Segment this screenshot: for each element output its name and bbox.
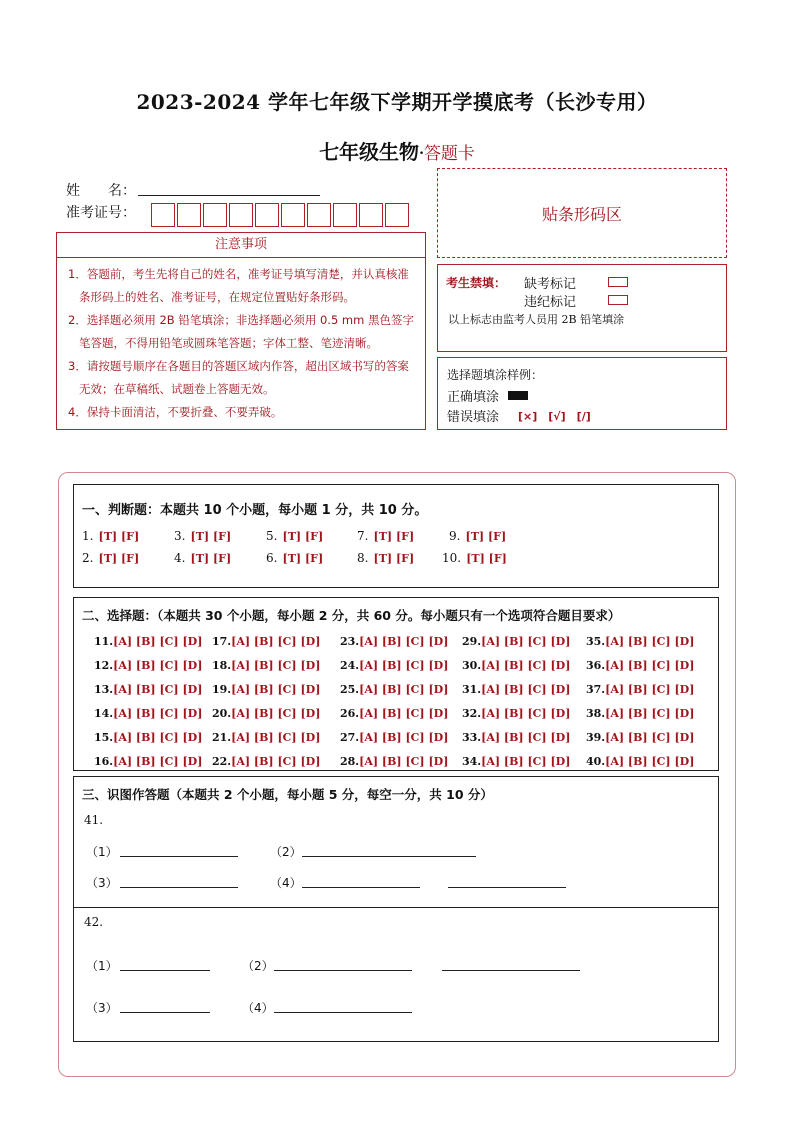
mc-number: 33. <box>462 731 482 744</box>
mc-number: 18. <box>212 659 232 672</box>
mc-number: 27. <box>340 731 360 744</box>
mc-options[interactable]: [A] [B] [C] [D] <box>231 635 321 648</box>
tf-item[interactable] <box>357 547 414 566</box>
mc-item[interactable] <box>212 750 320 769</box>
mc-number: 30. <box>462 659 482 672</box>
mc-options[interactable]: [A] [B] [C] [D] <box>231 659 321 672</box>
mc-item[interactable] <box>340 630 448 649</box>
tf-item[interactable] <box>449 525 506 544</box>
tf-options[interactable]: [T] [F] <box>465 530 507 543</box>
mc-number: 12. <box>94 659 114 672</box>
q41-part1-blank[interactable] <box>120 842 238 857</box>
mc-item[interactable] <box>340 654 448 673</box>
mc-item[interactable] <box>212 630 320 649</box>
tf-number: 8. <box>357 551 369 565</box>
mc-options[interactable]: [A] [B] [C] [D] <box>481 635 571 648</box>
mc-item[interactable] <box>462 702 570 721</box>
mc-item[interactable] <box>212 654 320 673</box>
exam-id-digit-box[interactable] <box>151 203 175 227</box>
title-dot: · <box>419 145 424 162</box>
exam-id-label: 准考证号： <box>66 205 136 221</box>
q42-part2-label: （2） <box>242 959 274 973</box>
tf-options[interactable]: [T] [F] <box>282 530 324 543</box>
mc-options[interactable]: [A] [B] [C] [D] <box>481 707 571 720</box>
mc-number: 40. <box>586 755 606 768</box>
mc-options[interactable]: [A] [B] [C] [D] <box>113 707 203 720</box>
mc-options[interactable]: [A] [B] [C] [D] <box>359 659 449 672</box>
mc-number: 15. <box>94 731 114 744</box>
mc-options[interactable]: [A] [B] [C] [D] <box>605 755 695 768</box>
multiple-choice-section <box>73 597 719 771</box>
mc-number: 26. <box>340 707 360 720</box>
q41-part2-label: （2） <box>270 845 302 859</box>
mc-number: 24. <box>340 659 360 672</box>
mc-item[interactable] <box>586 726 694 745</box>
mc-item[interactable] <box>586 630 694 649</box>
card-label: 答题卡 <box>423 144 475 164</box>
name-label: 姓 名： <box>66 183 136 199</box>
mc-options[interactable]: [A] [B] [C] [D] <box>359 635 449 648</box>
q42-part3-label: （3） <box>86 1001 118 1015</box>
q42-part4-label: （4） <box>242 1001 274 1015</box>
mc-options[interactable]: [A] [B] [C] [D] <box>481 659 571 672</box>
mc-number: 29. <box>462 635 482 648</box>
mc-item[interactable] <box>462 654 570 673</box>
notice-item: 2．选择题必须用 2B 铅笔填涂；非选择题必须用 0.5 mm 黑色签字笔答题，不得用铅笔或圆珠笔答题；字体工整、笔迹清晰。 <box>68 313 414 350</box>
mc-options[interactable]: [A] [B] [C] [D] <box>231 683 321 696</box>
q42-part2-blank-2[interactable] <box>442 956 580 971</box>
mc-number: 34. <box>462 755 482 768</box>
mc-number: 36. <box>586 659 606 672</box>
fill-sample-title: 选择题填涂样例： <box>447 368 544 382</box>
mc-item[interactable] <box>586 678 694 697</box>
exam-id-digit-box[interactable] <box>359 203 383 227</box>
examiner-note: 以上标志由监考人员用 2B 铅笔填涂 <box>448 313 625 326</box>
mc-item[interactable] <box>94 726 202 745</box>
page-title: 2023-2024 学年七年级下学期开学摸底考（长沙专用） <box>136 90 658 114</box>
mc-item[interactable] <box>340 750 448 769</box>
subject-name: 七年级生物 <box>319 140 420 164</box>
fill-sample-box <box>437 357 727 430</box>
mc-number: 11. <box>94 635 114 648</box>
mc-item[interactable] <box>94 750 202 769</box>
mc-number: 31. <box>462 683 482 696</box>
true-false-section <box>73 484 719 588</box>
tf-options[interactable]: [T] [F] <box>282 552 324 565</box>
mc-number: 21. <box>212 731 232 744</box>
q41-part3-blank[interactable] <box>120 873 238 888</box>
mc-item[interactable] <box>94 702 202 721</box>
mc-item[interactable] <box>462 750 570 769</box>
tf-options[interactable]: [T] [F] <box>373 530 415 543</box>
q41-part1-label: （1） <box>86 845 118 859</box>
mc-options[interactable]: [A] [B] [C] [D] <box>359 707 449 720</box>
mc-item[interactable] <box>94 678 202 697</box>
mc-number: 17. <box>212 635 232 648</box>
exam-id-digit-box[interactable] <box>177 203 201 227</box>
tf-item[interactable] <box>174 547 231 566</box>
q41-part4-blank[interactable] <box>302 873 420 888</box>
q41-part4-blank-2[interactable] <box>448 873 566 888</box>
tf-number: 5. <box>266 529 278 543</box>
mc-number: 13. <box>94 683 114 696</box>
mc-options[interactable]: [A] [B] [C] [D] <box>605 635 695 648</box>
mc-options[interactable]: [A] [B] [C] [D] <box>231 755 321 768</box>
tf-number: 4. <box>174 551 186 565</box>
correct-fill-label: 正确填涂 <box>447 390 500 405</box>
mc-item[interactable] <box>462 630 570 649</box>
mc-number: 25. <box>340 683 360 696</box>
notice-item: 3．请按题号顺序在各题目的答题区域内作答，超出区域书写的答案无效；在草稿纸、试题卷上答题无效。 <box>68 359 409 396</box>
tf-item[interactable] <box>174 525 231 544</box>
tf-number: 3. <box>174 529 186 543</box>
q41-part2-blank[interactable] <box>302 842 476 857</box>
tf-item[interactable] <box>82 525 139 544</box>
multiple-choice-title: 二、选择题：（本题共 30 个小题，每小题 2 分，共 60 分。每小题只有一个选项符合题目要求） <box>82 608 621 623</box>
absent-mark-label: 缺考标记 <box>524 277 577 292</box>
notice-heading: 注意事项 <box>57 233 425 258</box>
q42-part1-label: （1） <box>86 959 118 973</box>
mc-options[interactable]: [A] [B] [C] [D] <box>231 707 321 720</box>
violation-mark-box[interactable] <box>608 295 628 305</box>
mc-number: 23. <box>340 635 360 648</box>
barcode-area: 贴条形码区 <box>437 168 727 258</box>
mc-number: 28. <box>340 755 360 768</box>
tf-options[interactable]: [T] [F] <box>98 552 140 565</box>
mc-item[interactable] <box>212 726 320 745</box>
mc-options[interactable]: [A] [B] [C] [D] <box>113 659 203 672</box>
mc-options[interactable]: [A] [B] [C] [D] <box>359 755 449 768</box>
tf-number: 1. <box>82 529 94 543</box>
q42-part2-blank[interactable] <box>274 956 412 971</box>
exam-id-digit-box[interactable] <box>255 203 279 227</box>
exam-id-digit-box[interactable] <box>385 203 409 227</box>
mc-number: 38. <box>586 707 606 720</box>
mc-item[interactable] <box>586 654 694 673</box>
mc-options[interactable]: [A] [B] [C] [D] <box>113 755 203 768</box>
mc-item[interactable] <box>340 702 448 721</box>
mc-options[interactable]: [A] [B] [C] [D] <box>113 635 203 648</box>
tf-number: 7. <box>357 529 369 543</box>
mc-number: 37. <box>586 683 606 696</box>
tf-number: 2. <box>82 551 94 565</box>
q41-part4-label: （4） <box>270 876 302 890</box>
q42-part1-blank[interactable] <box>120 956 210 971</box>
q41-number: 41. <box>84 813 104 827</box>
exam-id-digit-box[interactable] <box>203 203 227 227</box>
exam-id-digit-box[interactable] <box>333 203 357 227</box>
mc-options[interactable]: [A] [B] [C] [D] <box>605 707 695 720</box>
violation-mark-label: 违纪标记 <box>524 295 577 310</box>
tf-options[interactable]: [T] [F] <box>98 530 140 543</box>
true-false-title: 一、判断题：本题共 10 个小题，每小题 1 分，共 10 分。 <box>82 503 428 518</box>
tf-item[interactable] <box>266 547 323 566</box>
tf-options[interactable]: [T] [F] <box>373 552 415 565</box>
mc-options[interactable]: [A] [B] [C] [D] <box>113 731 203 744</box>
absent-mark-box[interactable] <box>608 277 628 287</box>
mc-item[interactable] <box>586 702 694 721</box>
tf-item[interactable] <box>442 547 507 566</box>
mc-item[interactable] <box>462 678 570 697</box>
mc-item[interactable] <box>94 630 202 649</box>
mc-number: 35. <box>586 635 606 648</box>
mc-number: 20. <box>212 707 232 720</box>
notice-item: 1．答题前，考生先将自己的姓名，准考证号填写清楚，并认真核准条形码上的姓名、准考证号，在规定位置贴好条形码。 <box>68 267 409 304</box>
q42-part3-blank[interactable] <box>120 998 210 1013</box>
mc-item[interactable] <box>212 678 320 697</box>
notice-box <box>56 232 426 430</box>
examiner-only-label: 考生禁填： <box>446 276 507 290</box>
mc-options[interactable]: [A] [B] [C] [D] <box>359 731 449 744</box>
exam-id-digit-box[interactable] <box>281 203 305 227</box>
mc-options[interactable]: [A] [B] [C] [D] <box>481 755 571 768</box>
mc-options[interactable]: [A] [B] [C] [D] <box>113 683 203 696</box>
tf-item[interactable] <box>266 525 323 544</box>
diagram-answer-section <box>73 776 719 1042</box>
wrong-fill-marks: [×] [√] [/] <box>518 410 591 423</box>
exam-id-digit-box[interactable] <box>229 203 253 227</box>
wrong-fill-label: 错误填涂 <box>447 410 500 425</box>
diagram-answer-title: 三、识图作答题（本题共 2 个小题，每小题 5 分，每空一分，共 10 分） <box>82 787 493 802</box>
q42-number: 42. <box>84 915 104 929</box>
mc-options[interactable]: [A] [B] [C] [D] <box>231 731 321 744</box>
exam-id-boxes[interactable] <box>151 203 411 227</box>
mc-options[interactable]: [A] [B] [C] [D] <box>481 683 571 696</box>
mc-options[interactable]: [A] [B] [C] [D] <box>605 659 695 672</box>
mc-item[interactable] <box>212 702 320 721</box>
mc-options[interactable]: [A] [B] [C] [D] <box>481 731 571 744</box>
mc-number: 22. <box>212 755 232 768</box>
mc-number: 14. <box>94 707 114 720</box>
tf-number: 10. <box>442 551 462 565</box>
mc-options[interactable]: [A] [B] [C] [D] <box>605 683 695 696</box>
examiner-only-box <box>437 264 727 352</box>
mc-item[interactable] <box>586 750 694 769</box>
mc-number: 32. <box>462 707 482 720</box>
exam-id-digit-box[interactable] <box>307 203 331 227</box>
q41-part3-label: （3） <box>86 876 118 890</box>
subject-title <box>0 136 794 165</box>
tf-item[interactable] <box>357 525 414 544</box>
question-divider <box>74 907 718 908</box>
tf-number: 6. <box>266 551 278 565</box>
tf-options[interactable]: [T] [F] <box>190 552 232 565</box>
mc-number: 16. <box>94 755 114 768</box>
mc-grid <box>74 598 720 772</box>
q42-part4-blank[interactable] <box>274 998 412 1013</box>
mc-number: 39. <box>586 731 606 744</box>
mc-options[interactable]: [A] [B] [C] [D] <box>605 731 695 744</box>
notice-item: 4．保持卡面清洁，不要折叠、不要弄破。 <box>68 405 283 419</box>
mc-number: 19. <box>212 683 232 696</box>
tf-item[interactable] <box>82 547 139 566</box>
mc-item[interactable] <box>340 726 448 745</box>
correct-fill-mark <box>508 391 528 400</box>
mc-options[interactable]: [A] [B] [C] [D] <box>359 683 449 696</box>
mc-item[interactable] <box>94 654 202 673</box>
tf-options[interactable]: [T] [F] <box>190 530 232 543</box>
tf-number: 9. <box>449 529 461 543</box>
mc-item[interactable] <box>340 678 448 697</box>
mc-item[interactable] <box>462 726 570 745</box>
name-field[interactable] <box>138 181 320 196</box>
tf-options[interactable]: [T] [F] <box>466 552 507 565</box>
